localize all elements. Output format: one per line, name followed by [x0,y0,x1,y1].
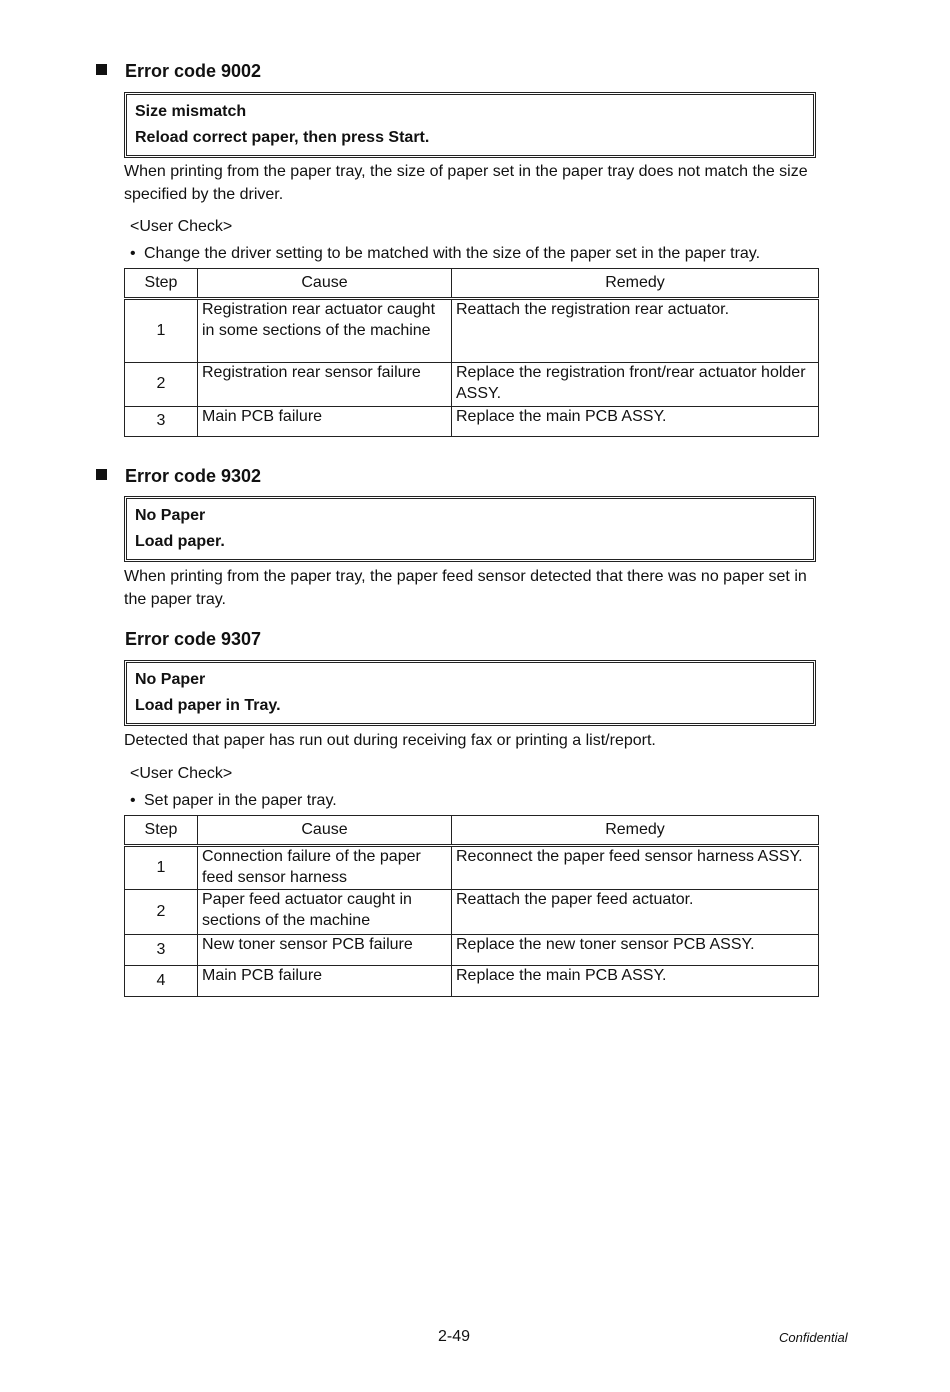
troubleshooting-table [124,268,819,437]
table-row [125,299,819,363]
section-heading-9307 [125,628,261,650]
error-message-box [124,660,816,726]
column-header-step: Step [125,816,198,846]
column-header-remedy: Remedy [452,269,819,299]
cause-cell: Registration rear actuator caught in some sections of the machine [198,299,452,363]
error-description: When printing from the paper tray, the paper feed sensor detected that there was no paper set in the paper tray. [124,568,807,608]
cause-cell: Connection failure of the paper feed sensor harness [198,846,452,890]
section-heading-9002 [96,60,261,82]
cause-cell: Main PCB failure [198,966,452,997]
remedy-cell: Replace the new toner sensor PCB ASSY. [452,935,819,966]
column-header-cause: Cause [198,269,452,299]
table-row [125,966,819,997]
troubleshooting-table [124,815,819,997]
remedy-cell: Reattach the paper feed actuator. [452,890,819,935]
page-number: 2-49 [438,1328,471,1345]
cause-cell: Main PCB failure [198,407,452,437]
square-bullet-icon [96,469,107,480]
table-header-row [125,816,819,846]
cause-cell: New toner sensor PCB failure [198,935,452,966]
table-row [125,890,819,935]
square-bullet-icon [96,64,107,75]
cause-cell: Registration rear sensor failure [198,363,452,407]
table-header-row [125,269,819,299]
remedy-cell: Reconnect the paper feed sensor harness ASSY. [452,846,819,890]
column-header-remedy: Remedy [452,816,819,846]
step-cell: 2 [125,363,198,407]
column-header-step: Step [125,269,198,299]
section-title: Error code 9307 [125,629,262,649]
step-cell: 1 [125,846,198,890]
step-cell: 3 [125,935,198,966]
error-message-line: Size mismatch [135,103,247,120]
bullet-dot-icon: • [130,245,136,262]
bullet-text: Change the driver setting to be matched with the size of the paper set in the paper tray. [144,245,761,262]
section-title: Error code 9302 [125,466,262,486]
table-row [125,407,819,437]
error-message-box [124,496,816,562]
step-cell: 2 [125,890,198,935]
error-message-line: Reload correct paper, then press Start. [135,129,430,146]
column-header-cause: Cause [198,816,452,846]
user-check-label: <User Check> [130,218,233,235]
remedy-cell: Replace the main PCB ASSY. [452,407,819,437]
step-cell: 1 [125,299,198,363]
table-row [125,935,819,966]
error-description: When printing from the paper tray, the size of paper set in the paper tray does not match the size specified by the driver. [124,163,808,203]
bullet-text: Set paper in the paper tray. [144,792,337,809]
remedy-cell: Reattach the registration rear actuator. [452,299,819,363]
cause-cell: Paper feed actuator caught in sections of the machine [198,890,452,935]
error-message-line: No Paper [135,507,206,524]
error-message-line: No Paper [135,671,206,688]
step-cell: 4 [125,966,198,997]
error-message-line: Load paper in Tray. [135,697,281,714]
remedy-cell: Replace the main PCB ASSY. [452,966,819,997]
section-heading-9302 [96,465,261,487]
user-check-label: <User Check> [130,765,233,782]
table-row [125,846,819,890]
confidential-label: Confidential [779,1330,848,1345]
bullet-dot-icon: • [130,792,136,809]
table-row [125,363,819,407]
bullet-item [130,244,760,264]
error-message-line: Load paper. [135,533,225,550]
section-title: Error code 9002 [125,61,262,81]
error-description: Detected that paper has run out during receiving fax or printing a list/report. [124,732,656,749]
step-cell: 3 [125,407,198,437]
remedy-cell: Replace the registration front/rear actuator holder ASSY. [452,363,819,407]
bullet-item [130,791,337,811]
error-message-box [124,92,816,158]
